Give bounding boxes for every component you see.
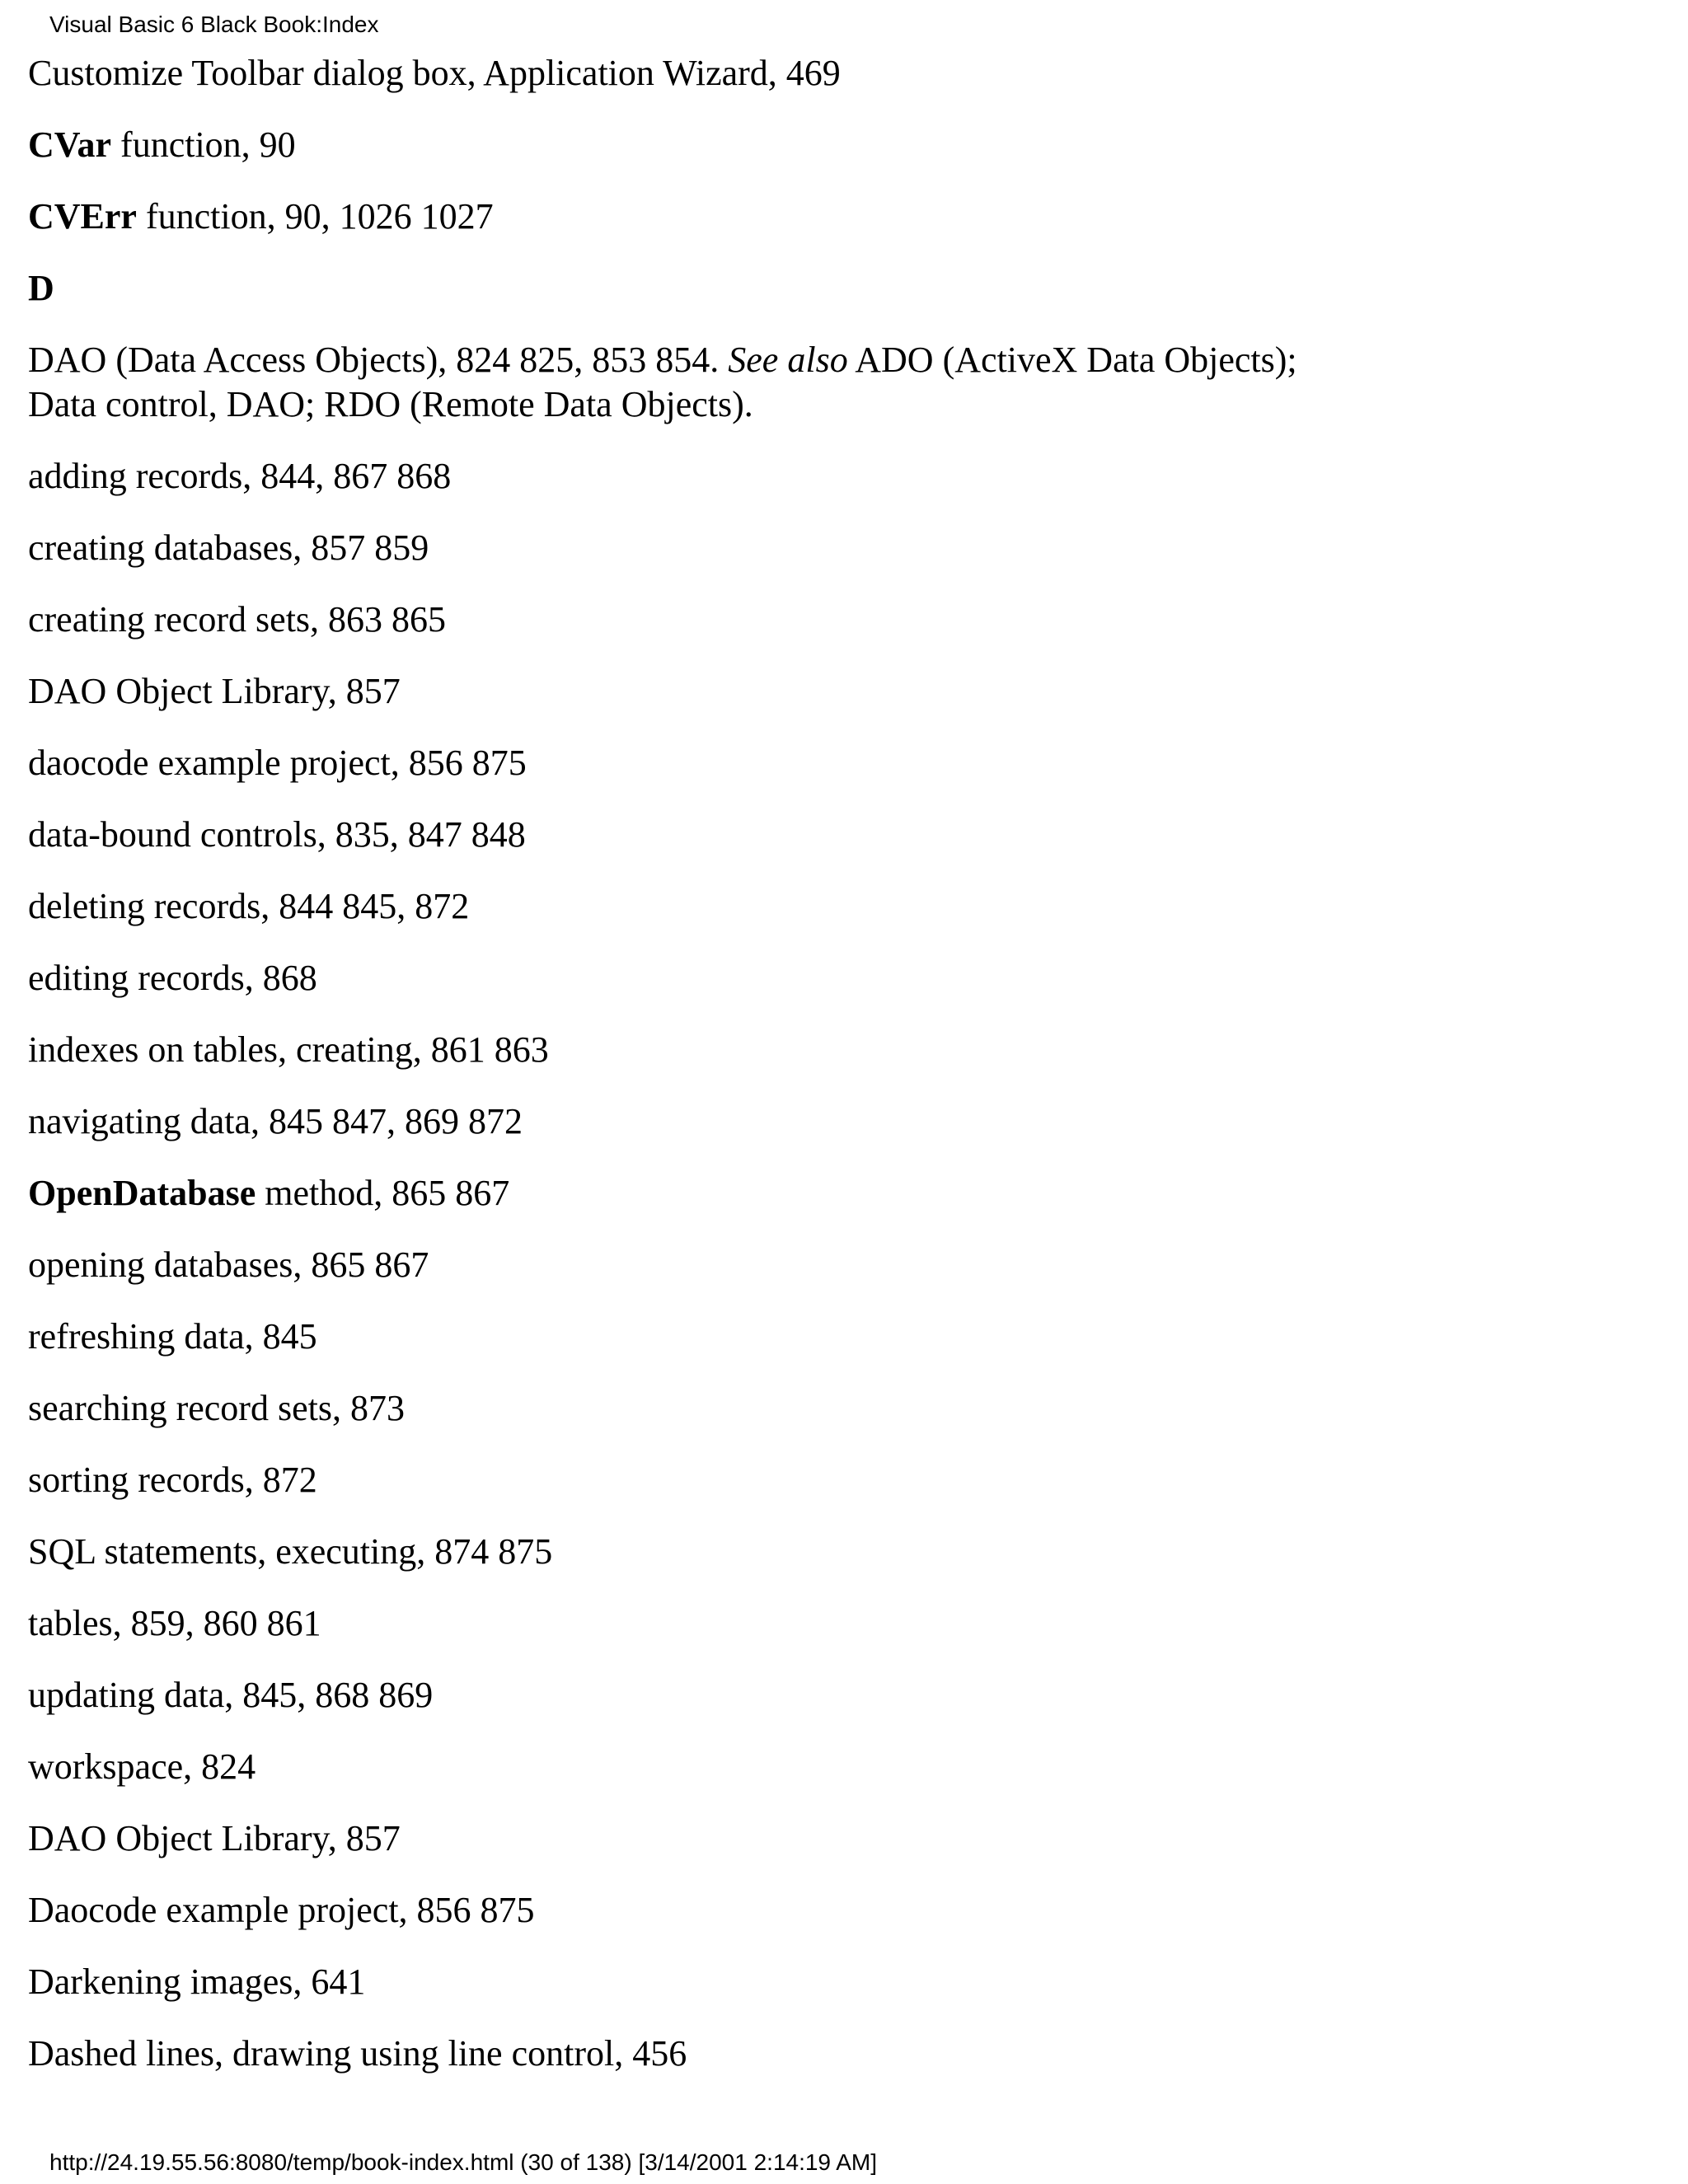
index-subentry: sorting records, 872: [28, 1460, 317, 1500]
index-subentry: tables, 859, 860 861: [28, 1603, 321, 1643]
index-subentry: daocode example project, 856 875: [28, 743, 527, 783]
index-subentry: refreshing data, 845: [28, 1316, 317, 1357]
page-footer-url: http://24.19.55.56:8080/temp/book-index.html (30 of 138) [3/14/2001 2:14:19 AM]: [49, 2149, 878, 2175]
index-entry: CVErr function, 90, 1026 1027: [28, 196, 494, 237]
index-entry: Darkening images, 641: [28, 1961, 366, 2002]
index-entry: DAO (Data Access Objects), 824 825, 853 854. See also ADO (ActiveX Data Objects); Data control, DAO; RDO (Remote Data Objects).: [28, 340, 1297, 424]
index-subentry: updating data, 845, 868 869: [28, 1675, 434, 1715]
index-subentry: OpenDatabase method, 865 867: [28, 1173, 510, 1213]
index-entry: CVar function, 90: [28, 124, 296, 165]
index-subentry: navigating data, 845 847, 869 872: [28, 1101, 523, 1141]
index-subentry: searching record sets, 873: [28, 1388, 405, 1428]
index-subentry: adding records, 844, 867 868: [28, 456, 452, 496]
index-subentry: indexes on tables, creating, 861 863: [28, 1029, 549, 1070]
index-subentry: editing records, 868: [28, 958, 317, 998]
index-subentry: deleting records, 844 845, 872: [28, 886, 470, 926]
index-subentry: DAO Object Library, 857: [28, 671, 401, 711]
index-entry: DAO Object Library, 857: [28, 1818, 401, 1858]
index-subentry: SQL statements, executing, 874 875: [28, 1531, 553, 1572]
index-entry: Daocode example project, 856 875: [28, 1890, 535, 1930]
index-subentry: workspace, 824: [28, 1746, 256, 1787]
index-subentry: opening databases, 865 867: [28, 1244, 429, 1285]
index-entry: Dashed lines, drawing using line control, 456: [28, 2033, 687, 2074]
index-subentry: data-bound controls, 835, 847 848: [28, 814, 526, 855]
page-header: Visual Basic 6 Black Book:Index: [49, 12, 379, 37]
index-list: [28, 51, 1330, 2103]
index-subentry: creating record sets, 863 865: [28, 599, 447, 640]
section-letter: D: [28, 268, 54, 308]
index-entry: Customize Toolbar dialog box, Application Wizard, 469: [28, 53, 841, 93]
index-subentry: creating databases, 857 859: [28, 527, 429, 568]
